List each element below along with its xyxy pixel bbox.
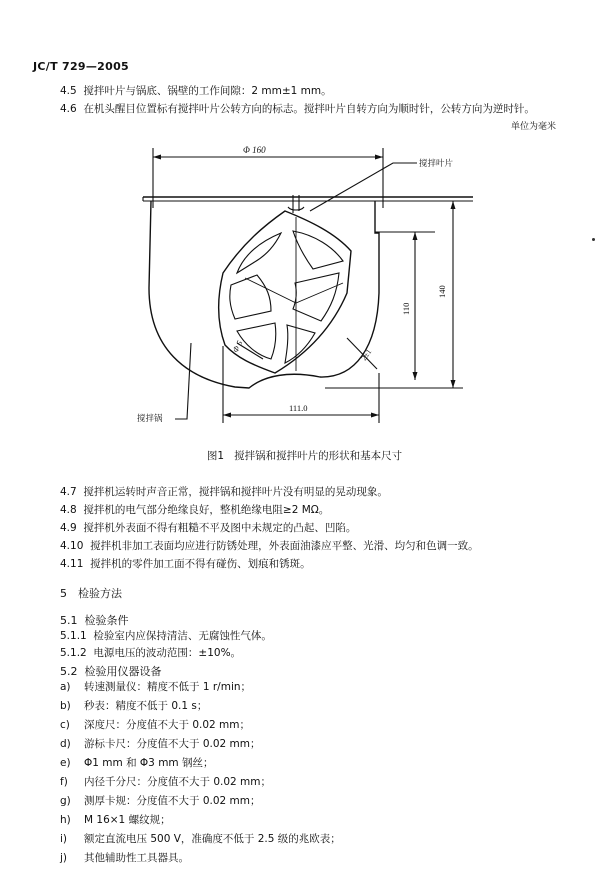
list-letter: f)	[60, 776, 68, 788]
standard-code: JC/T 729—2005	[33, 60, 129, 73]
clause-number: 4.10	[60, 540, 84, 552]
clause-4-9	[60, 521, 356, 535]
clause-number: 4.7	[60, 486, 77, 498]
clause-4-11	[60, 557, 311, 571]
clause-number: 4.11	[60, 558, 84, 570]
dim-arrow	[451, 380, 456, 388]
list-letter: b)	[60, 700, 71, 712]
clause-4-5	[60, 84, 332, 98]
clause-4-7	[60, 485, 388, 499]
list-letter: a)	[60, 681, 71, 693]
list-item-j	[60, 851, 189, 865]
list-letter: j)	[60, 852, 68, 864]
clause-text: 搅拌机的零件加工面不得有碰伤、划痕和锈斑。	[90, 558, 311, 570]
dim-text-140: 140	[437, 285, 447, 298]
section-title-text: 检验用仪器设备	[84, 665, 162, 678]
dim-arrow	[223, 413, 231, 418]
list-text: 其他辅助性工具器具。	[84, 852, 189, 864]
label-bowl: 搅拌锅	[137, 414, 163, 424]
clause-5-1-2	[60, 646, 241, 660]
dim-arrow	[413, 232, 418, 240]
clause-text: 搅拌机外表面不得有粗糙不平及图中未规定的凸起、凹陷。	[83, 522, 357, 534]
list-letter: c)	[60, 719, 70, 731]
clause-text: 搅拌叶片与锅底、锅壁的工作间隙：2 mm±1 mm。	[83, 85, 332, 97]
blade-window	[237, 323, 276, 359]
dim-arrow	[413, 372, 418, 380]
clause-number: 5.1.2	[60, 647, 87, 659]
figure-caption-text: 搅拌锅和搅拌叶片的形状和基本尺寸	[234, 450, 403, 462]
list-item-f	[60, 775, 271, 789]
label-blade: 搅拌叶片	[419, 159, 454, 169]
scan-speck	[592, 238, 595, 241]
list-item-h	[60, 813, 171, 827]
list-item-g	[60, 794, 261, 808]
figure-mixer-bowl-blade	[125, 133, 485, 433]
clause-text: 检验室内应保持清洁、无腐蚀性气体。	[93, 630, 272, 642]
blade-rib	[245, 278, 343, 303]
clause-number: 5.1.1	[60, 630, 87, 642]
list-text: 游标卡尺：分度值不大于 0.02 mm；	[84, 738, 261, 750]
clause-4-6	[60, 102, 535, 116]
section-title-text: 检验条件	[84, 614, 129, 627]
section-number: 5.2	[60, 665, 78, 678]
dim-arrow	[371, 413, 379, 418]
list-text: 测厚卡规：分度值不大于 0.02 mm；	[84, 795, 261, 807]
section-5-2-title	[60, 663, 162, 679]
list-item-a	[60, 680, 251, 694]
dim-arrow	[451, 201, 456, 209]
list-letter: h)	[60, 814, 71, 826]
list-item-c	[60, 718, 250, 732]
list-text: 额定直流电压 500 V，准确度不低于 2.5 级的兆欧表；	[84, 833, 341, 845]
dim-text-111: 111.0	[289, 403, 308, 413]
list-item-d	[60, 737, 261, 751]
list-text: 秒表：精度不低于 0.1 s；	[84, 700, 208, 712]
dim-text-110: 110	[401, 302, 411, 315]
unit-note: 单位为毫米	[510, 122, 556, 132]
list-letter: i)	[60, 833, 68, 845]
dim-text-rod: Φ 5	[230, 339, 245, 354]
dim-arrow	[375, 155, 383, 160]
section-5-title: 5 检验方法	[60, 587, 122, 600]
leader-blade-label	[310, 163, 417, 211]
clause-4-10	[60, 539, 479, 553]
blade-window	[230, 275, 271, 319]
clause-number: 4.5	[60, 85, 77, 97]
dim-text-gap: 2±1	[359, 347, 374, 363]
blade-window	[285, 325, 315, 363]
dim-text-diameter: Φ 160	[243, 145, 266, 155]
clause-text: 搅拌机非加工表面均应进行防锈处理，外表面油漆应平整、光滑、均匀和色调一致。	[90, 540, 479, 552]
list-item-e	[60, 756, 214, 770]
list-text: 转速测量仪：精度不低于 1 r/min；	[84, 681, 252, 693]
clause-number: 4.8	[60, 504, 77, 516]
blade-window	[293, 273, 339, 321]
clause-text: 搅拌机运转时声音正常，搅拌锅和搅拌叶片没有明显的晃动现象。	[83, 486, 388, 498]
clause-text: 电源电压的波动范围：±10%。	[93, 647, 242, 659]
list-letter: g)	[60, 795, 71, 807]
section-5-1-title	[60, 612, 129, 628]
clause-text: 在机头醒目位置标有搅拌叶片公转方向的标志。搅拌叶片自转方向为顺时针，公转方向为逆时针。	[83, 103, 535, 115]
figure-caption	[0, 448, 609, 463]
list-text: Φ1 mm 和 Φ3 mm 钢丝；	[84, 757, 214, 769]
clause-number: 4.6	[60, 103, 77, 115]
section-number: 5.1	[60, 614, 78, 627]
list-item-b	[60, 699, 207, 713]
dim-arrow	[153, 155, 161, 160]
figure-caption-number: 图1	[206, 450, 225, 462]
blade-window	[237, 233, 281, 273]
clause-4-8	[60, 503, 329, 517]
list-letter: e)	[60, 757, 71, 769]
list-letter: d)	[60, 738, 71, 750]
leader-bowl-label	[175, 343, 191, 419]
clause-text: 搅拌机的电气部分绝缘良好，整机绝缘电阻≥2 MΩ。	[83, 504, 330, 516]
list-text: 深度尺：分度值不大于 0.02 mm；	[84, 719, 251, 731]
list-text: M 16×1 螺纹规；	[84, 814, 171, 826]
clause-5-1-1	[60, 629, 272, 643]
list-text: 内径千分尺：分度值不大于 0.02 mm；	[84, 776, 272, 788]
bowl-outline	[149, 201, 379, 388]
clause-number: 4.9	[60, 522, 77, 534]
list-item-i	[60, 832, 341, 846]
